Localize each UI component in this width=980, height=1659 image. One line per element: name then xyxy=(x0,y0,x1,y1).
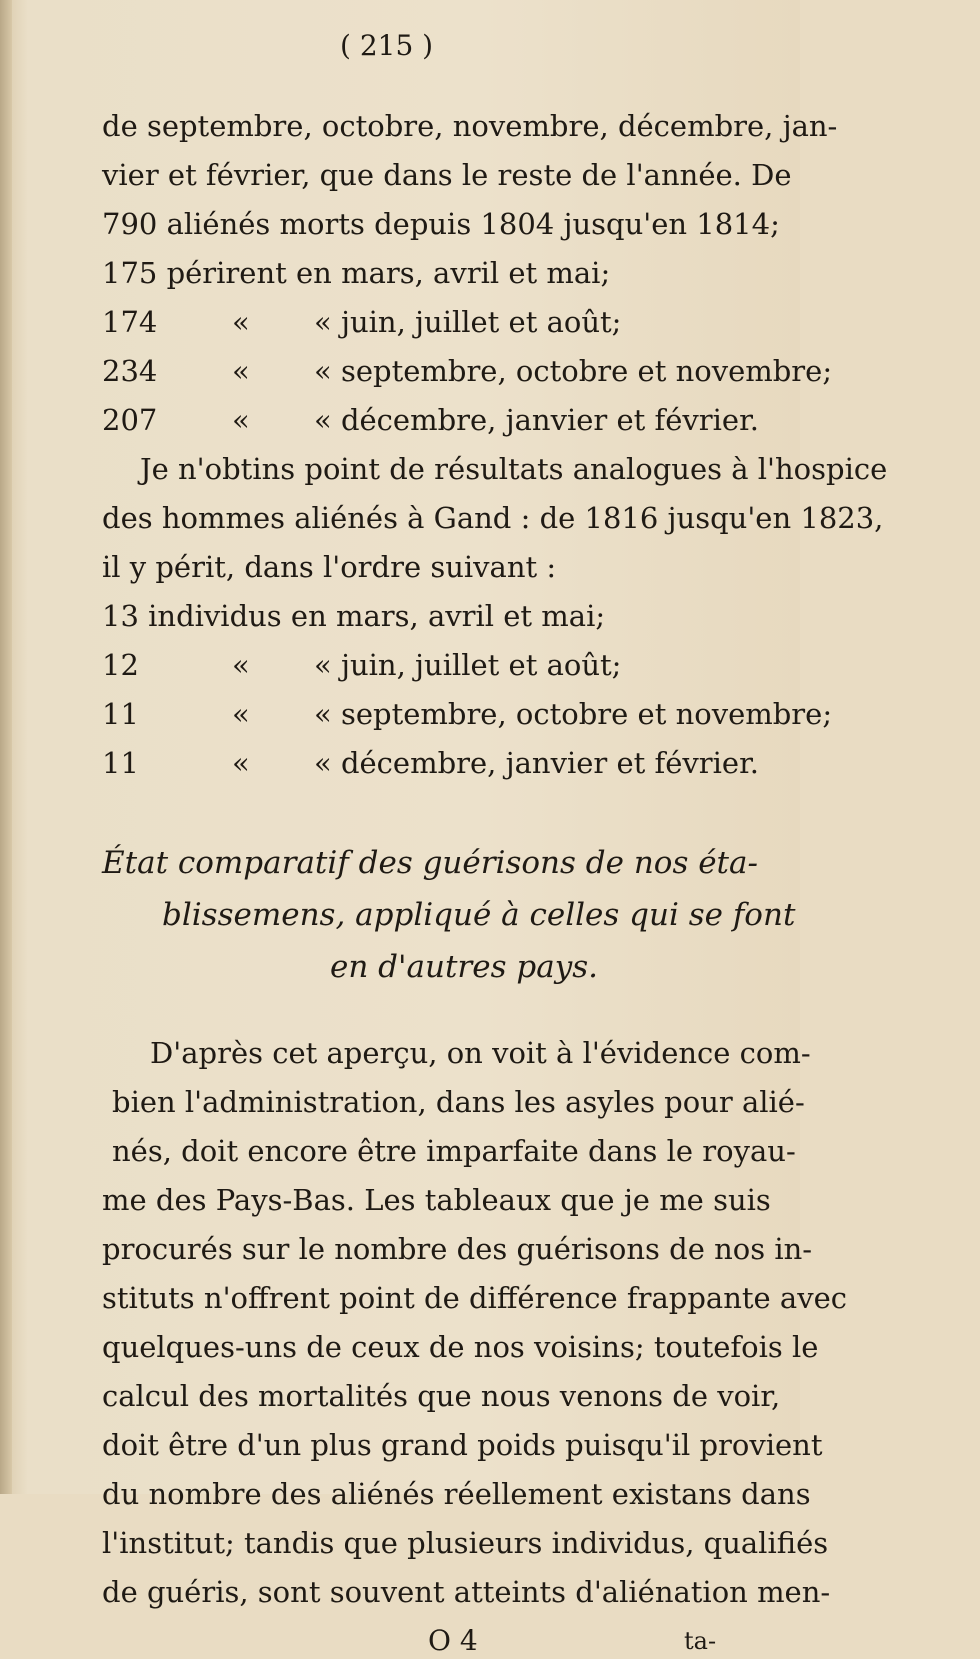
stat-number: 234 xyxy=(102,354,158,388)
text-line: 790 aliénés morts depuis 1804 jusqu'en 1814; xyxy=(102,207,780,241)
text-line: 13 individus en mars, avril et mai; xyxy=(102,599,606,633)
section-heading: État comparatif des guérisons de nos éta- xyxy=(102,845,758,881)
paragraph-line: D'après cet aperçu, on voit à l'évidence com- xyxy=(150,1036,811,1070)
stat-number: 11 xyxy=(102,697,139,731)
section-heading: blissemens, appliqué à celles qui se font xyxy=(162,897,796,933)
stat-text: « juin, juillet et août; xyxy=(314,648,622,682)
text-line: des hommes aliénés à Gand : de 1816 jusqu'en 1823, xyxy=(102,501,884,535)
text-line: vier et février, que dans le reste de l'année. De xyxy=(102,158,792,192)
ditto-mark: « xyxy=(232,305,250,339)
stat-number: 11 xyxy=(102,746,139,780)
ditto-mark: « xyxy=(232,354,250,388)
ditto-mark: « xyxy=(232,648,250,682)
paragraph-line: calcul des mortalités que nous venons de voir, xyxy=(102,1379,781,1413)
ditto-mark: « xyxy=(232,403,250,437)
paragraph-line: bien l'administration, dans les asyles pour alié- xyxy=(112,1085,805,1119)
stat-number: 207 xyxy=(102,403,158,437)
section-heading: en d'autres pays. xyxy=(330,949,598,985)
stat-text: « décembre, janvier et février. xyxy=(314,746,759,780)
paragraph-line: stituts n'offrent point de différence frappante avec xyxy=(102,1281,847,1315)
text-line: 175 périrent en mars, avril et mai; xyxy=(102,256,611,290)
stat-text: « septembre, octobre et novembre; xyxy=(314,697,833,731)
stat-text: « décembre, janvier et février. xyxy=(314,403,759,437)
ditto-mark: « xyxy=(232,697,250,731)
paragraph-line: me des Pays-Bas. Les tableaux que je me suis xyxy=(102,1183,771,1217)
paragraph-line: quelques-uns de ceux de nos voisins; toutefois le xyxy=(102,1330,819,1364)
paragraph-line: procurés sur le nombre des guérisons de nos in- xyxy=(102,1232,813,1266)
page-edge xyxy=(0,0,12,1494)
paragraph-line: de guéris, sont souvent atteints d'aliénation men- xyxy=(102,1575,831,1609)
text-line: de septembre, octobre, novembre, décembre, jan- xyxy=(102,109,838,143)
paragraph-line: doit être d'un plus grand poids puisqu'il provient xyxy=(102,1428,823,1462)
text-line: il y périt, dans l'ordre suivant : xyxy=(102,550,557,584)
paragraph-line: nés, doit encore être imparfaite dans le royau- xyxy=(112,1134,796,1168)
stat-text: « septembre, octobre et novembre; xyxy=(314,354,833,388)
page-number: ( 215 ) xyxy=(340,29,434,62)
ditto-mark: « xyxy=(232,746,250,780)
paragraph-line: l'institut; tandis que plusieurs individus, qualifiés xyxy=(102,1526,829,1560)
stat-text: « juin, juillet et août; xyxy=(314,305,622,339)
stat-number: 174 xyxy=(102,305,158,339)
text-line: Je n'obtins point de résultats analogues à l'hospice xyxy=(140,452,888,486)
stat-number: 12 xyxy=(102,648,139,682)
catchword: ta- xyxy=(684,1627,717,1655)
signature-mark: O 4 xyxy=(428,1624,478,1657)
paragraph-line: du nombre des aliénés réellement existans dans xyxy=(102,1477,811,1511)
